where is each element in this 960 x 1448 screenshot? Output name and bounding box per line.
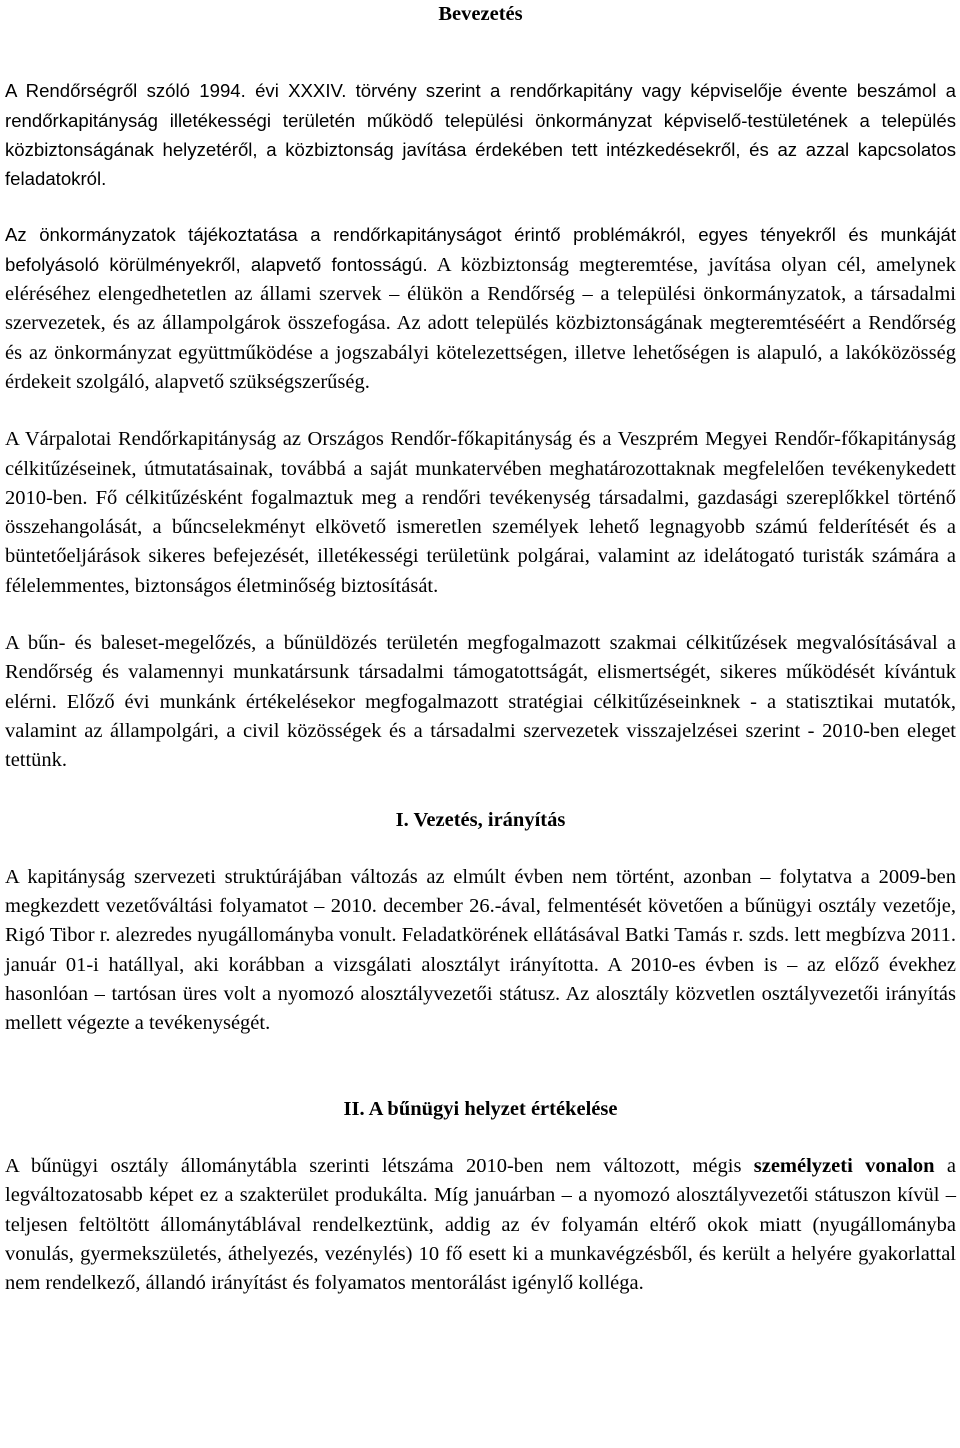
intro-paragraph-cooperation (5, 220, 956, 397)
crime-text-after: a legváltozatosabb képet ez a szakterület produkálta. Míg januárban – a nyomozó alosztályvezetői státuszon kívül – teljesen feltöltött állománytáblával rendelkeztünk, addig az év folyamán eltérő okok miatt (nyugállományba vonulás, gyermekszületés, áthelyezés, vezénylés) 10 fő esett ki a munkavégzésből, és került a helyére gyakorlattal nem rendelkező, állandó irányítást és folyamatos mentorálást igénylő kolléga. (5, 1154, 956, 1295)
crime-text-bold: személyzeti vonalon (753, 1154, 935, 1177)
document-page (5, 0, 956, 1298)
intro-paragraph-legal-basis: A Rendőrségről szóló 1994. évi XXXIV. törvény szerint a rendőrkapitány vagy képviselője évente beszámol a rendőrkapitányság illetékességi területén működő települési önkormányzat képviselő-testületének a település közbiztonságának helyzetéről, a közbiztonság javítása érdekében tett intézkedésekről, és az azzal kapcsolatos feladatokról. (5, 80, 956, 190)
document-title: Bevezetés (438, 3, 523, 25)
section-paragraph-management: A kapitányság szervezeti struktúrájában változás az elmúlt évben nem történt, azonban – folytatva a 2009-ben megkezdett vezetőváltási folyamatot – 2010. december 26.-ával, felmentését követően a bűnügyi osztály vezetője, Rigó Tibor r. alezredes nyugállományba vonult. Feladatkörének ellátásával Batki Tamás r. szds. lett megbízva 2011. január 01-i hatállyal, aki korábban a vizsgálati alosztályt irányította. A 2010-es évben is – az előző évekhez hasonlóan – tartósan üres volt a nyomozó alosztályvezetői státusz. Az alosztály közvetlen osztályvezetői irányítás mellett végezte a tevékenységét. (5, 865, 956, 1035)
section-heading-crime-situation: II. A bűnügyi helyzet értékelése (343, 1097, 618, 1120)
intro-paragraph-prevention: A bűn- és baleset-megelőzés, a bűnüldözés területén megfogalmazott szakmai célkitűzések megvalósításával a Rendőrség és valamennyi munkatársunk társadalmi támogatottságát, elismertségét, sikeres működését kívántuk elérni. Előző évi munkánk értékelésekor megfogalmazott stratégiai célkitűzéseinknek - a statisztikai mutatók, valamint az állampolgári, a civil közösségek és a társadalmi szervezetek visszajelzései szerint - 2010-ben eleget tettünk. (5, 632, 956, 772)
section-paragraph-crime-situation (5, 1152, 956, 1298)
crime-text-before: A bűnügyi osztály állománytábla szerinti létszáma 2010-ben nem változott, mégis (5, 1154, 754, 1177)
intro-paragraph-cooperation-sans: Az önkormányzatok tájékoztatása a rendőrkapitányságot érintő problémákról, egyes tényekről és munkáját befolyásoló körülményekről, alapvető fontosságú. (5, 224, 956, 275)
intro-paragraph-objectives: A Várpalotai Rendőrkapitányság az Országos Rendőr-főkapitányság és a Veszprém Megyei Rendőr-főkapitányság célkitűzéseinek, útmutatásainak, továbbá a saját munkatervében meghatározottaknak megfelelően tevékenykedett 2010-ben. Fő célkitűzésként fogalmaztuk meg a rendőri tevékenység társadalmi, gazdasági szereplőkkel történő összehangolását, a bűncselekményt elkövető ismeretlen személyek lehető legnagyobb számú felderítését és a büntetőeljárások sikeres befejezését, illetékességi területünk polgárai, valamint az idelátogató turisták számára a félelemmentes, biztonságos életminőség biztosítását. (5, 428, 956, 597)
intro-paragraph-cooperation-serif: A közbiztonság megteremtése, javítása olyan cél, amelynek eléréséhez elengedhetetlen az állami szervek – élükön a Rendőrség – a települési önkormányzatok, a társadalmi szervezetek, és az állampolgárok összefogása. Az adott település közbiztonságának megteremtéséért a Rendőrség és az önkormányzat együttműködése a jogszabályi kötelezettségen, illetve lehetőségen is alapuló, a lakóközösség érdekeit szolgáló, alapvető szükségszerűség. (5, 253, 956, 393)
section-heading-management: I. Vezetés, irányítás (395, 808, 566, 831)
